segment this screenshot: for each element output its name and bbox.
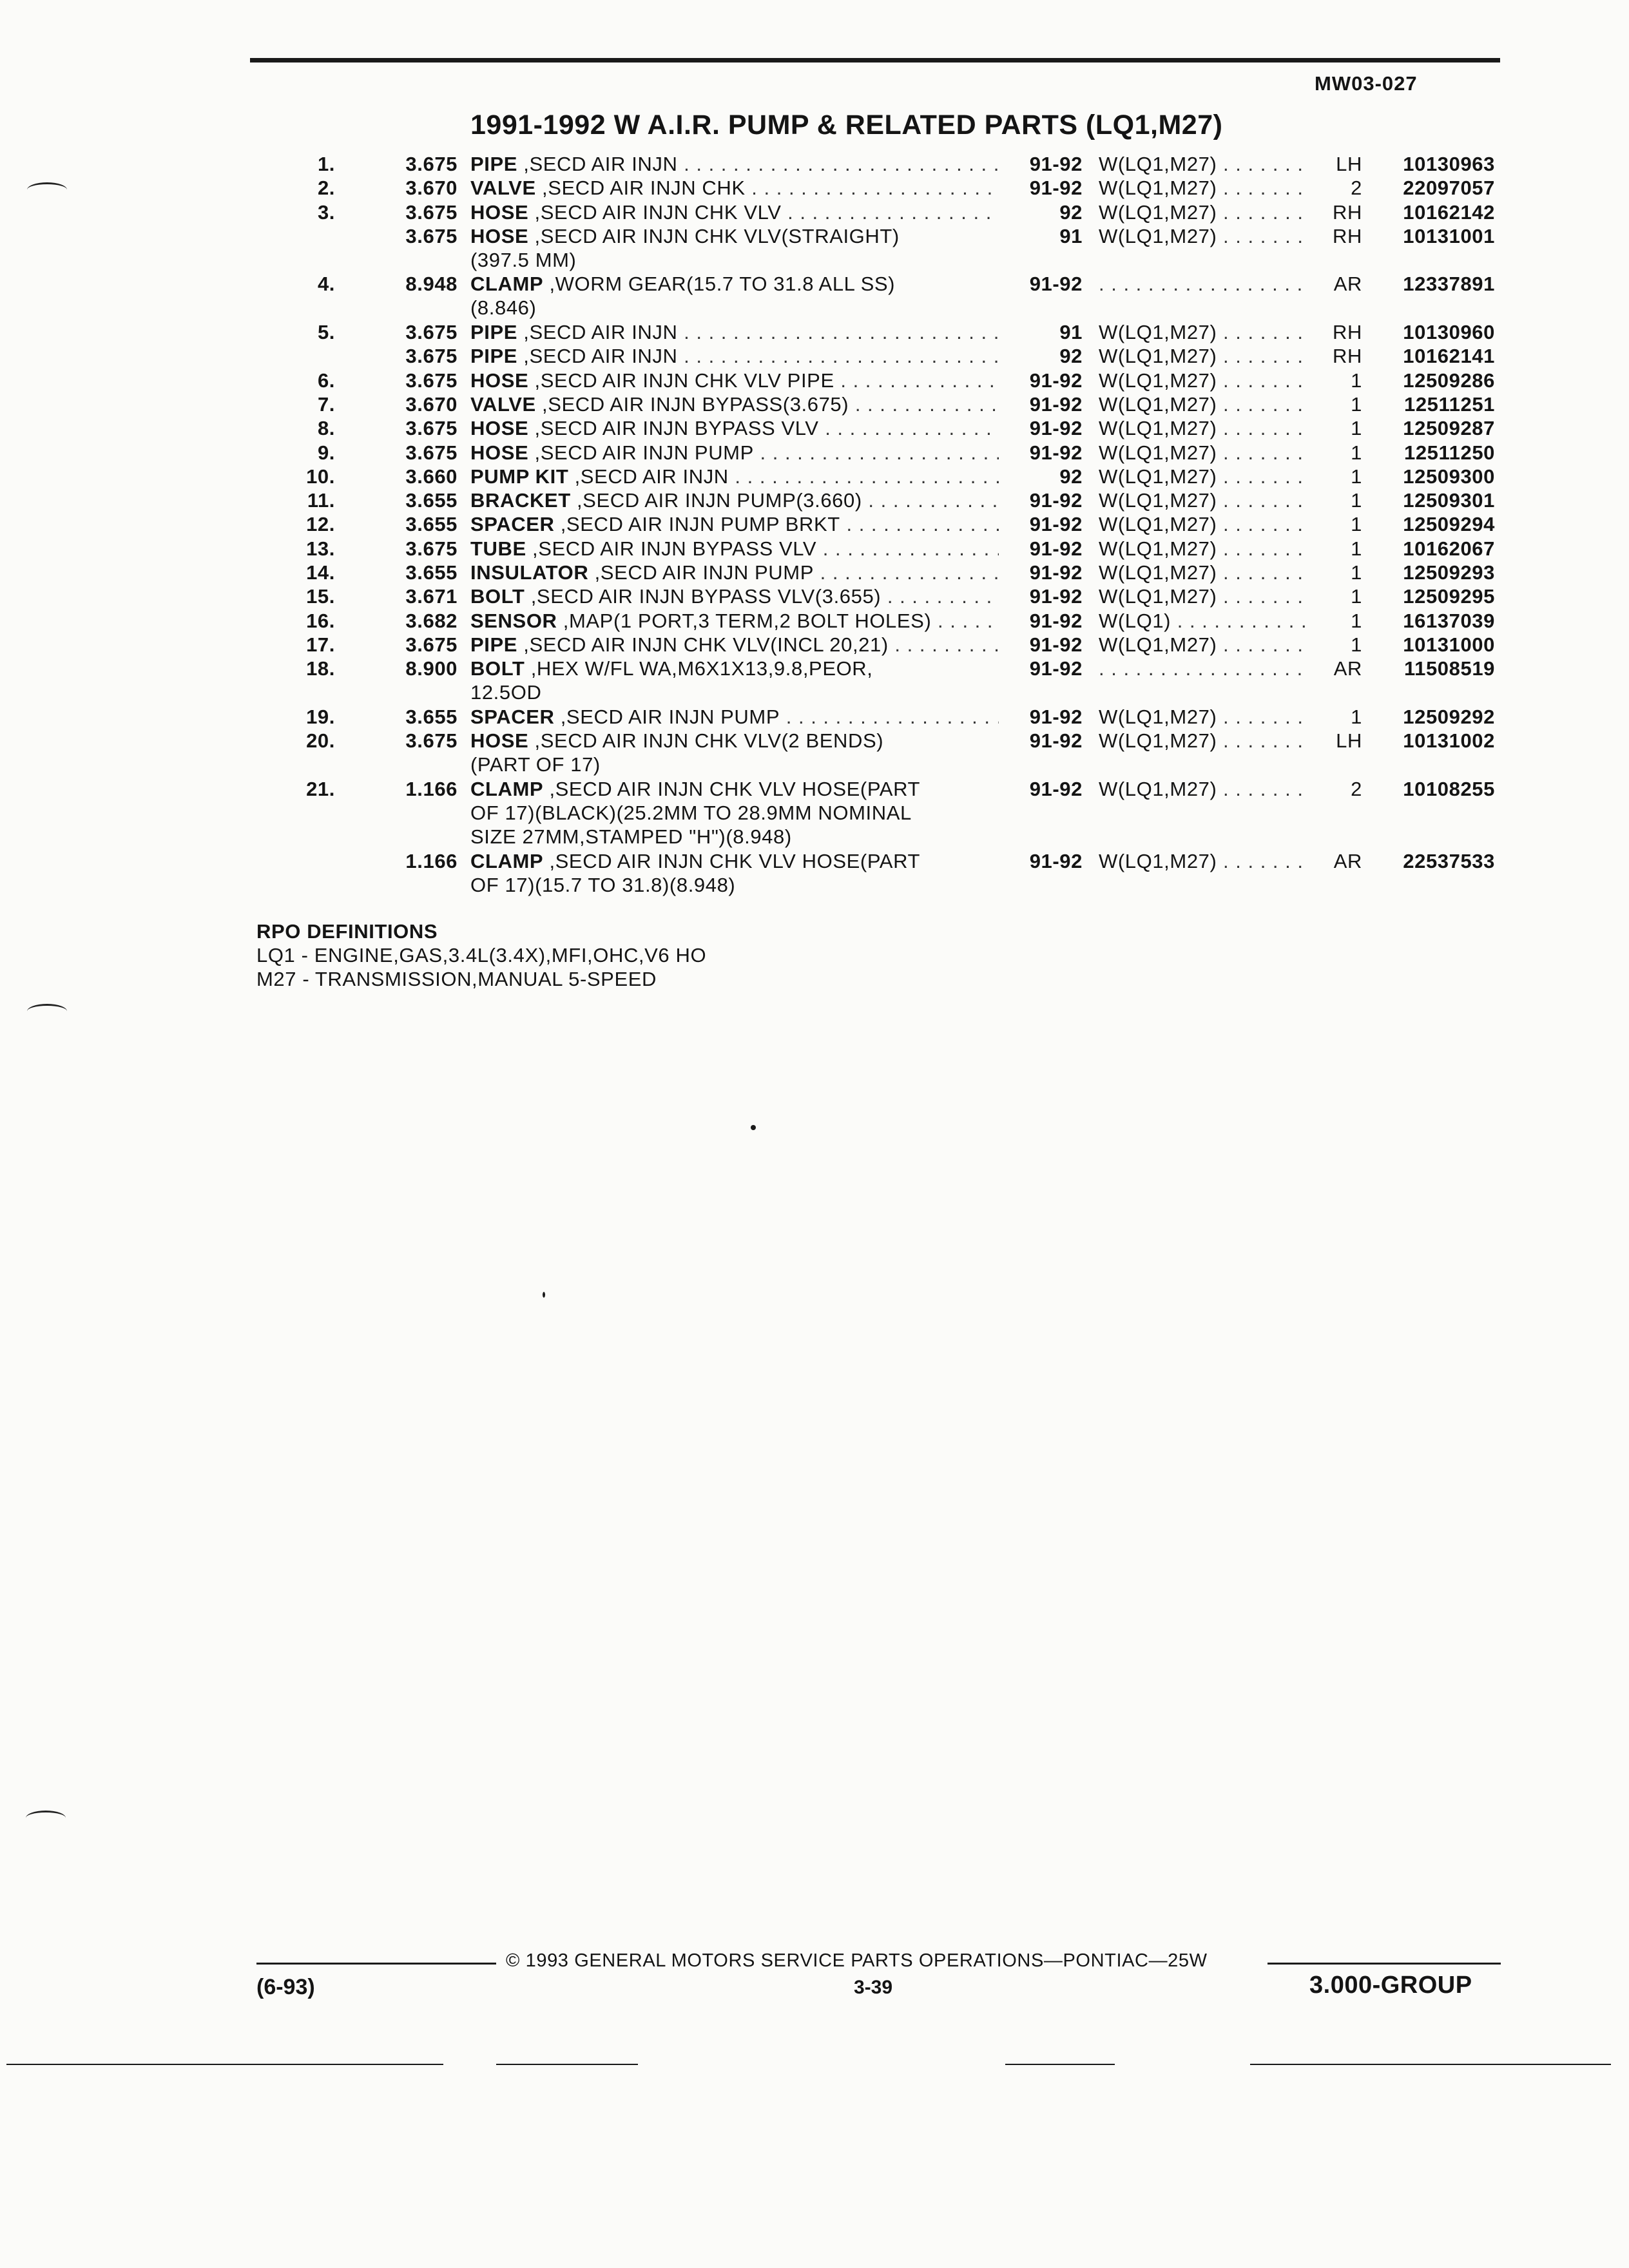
quantity: 1 [1351,537,1362,560]
part-row [0,344,1629,368]
application [1099,657,1308,680]
part-number: 12509292 [1403,705,1495,728]
description-continuation: 12.5OD [470,681,542,704]
item-number: 21. [306,777,335,800]
quantity: 2 [1351,177,1362,200]
group-number: 8.948 [405,273,458,296]
model-years: 91-92 [1029,777,1083,800]
model-years: 91-92 [1029,585,1083,608]
quantity: RH [1333,321,1362,344]
scan-line [1005,2064,1115,2065]
item-number: 14. [306,561,335,584]
description-line [470,176,999,200]
group-number: 3.675 [405,369,458,392]
part-noun: HOSE [470,369,529,392]
group-number: 3.670 [405,392,458,416]
part-noun: CLAMP [470,273,544,296]
part-noun: CLAMP [470,849,544,872]
part-noun: SPACER [470,513,555,536]
description-line [470,633,999,657]
group-number: 3.675 [405,345,458,368]
model-years: 91-92 [1029,513,1083,536]
description-continuation: (397.5 MM) [470,248,577,271]
item-number: 19. [306,705,335,728]
rpo-line-lq1: LQ1 - ENGINE,GAS,3.4L(3.4X),MFI,OHC,V6 HO [256,944,707,966]
part-number: 10131002 [1403,729,1495,753]
model-years: 92 [1059,345,1083,368]
model-years: 91-92 [1029,849,1083,872]
part-noun: PIPE [470,153,518,175]
item-number: 10. [306,465,335,488]
rpo-heading: RPO DEFINITIONS [256,920,438,943]
margin-mark [26,1811,66,1825]
part-modifier: ,SECD AIR INJN PUMP BRKT [560,513,840,536]
part-modifier: ,SECD AIR INJN PUMP [560,705,780,728]
part-number: 10162141 [1403,345,1495,368]
part-noun: TUBE [470,537,526,560]
model-years: 91-92 [1029,705,1083,728]
quantity: RH [1333,345,1362,368]
part-description [470,609,999,633]
model-years: 91-92 [1029,153,1083,175]
group-number: 3.655 [405,513,458,536]
part-modifier: ,SECD AIR INJN PUMP [594,561,814,584]
group-number: 3.655 [405,561,458,584]
description-line [470,416,999,440]
part-noun: INSULATOR [470,561,589,584]
description-line [470,512,999,536]
quantity: 1 [1351,633,1362,656]
quantity: 1 [1351,465,1362,488]
application: W(LQ1,M27) . . . [1099,729,1308,753]
part-row [0,657,1629,705]
description-line [470,705,999,729]
group-number: 1.166 [405,849,458,872]
quantity: AR [1333,657,1362,680]
description-line [470,441,999,465]
part-number: 12509293 [1403,561,1495,584]
item-number: 15. [306,585,335,608]
group-number: 8.900 [405,657,458,680]
top-rule [250,58,1500,62]
application: W(LQ1,M27) . . . [1099,369,1308,392]
part-noun: HOSE [470,417,529,440]
description-line [470,561,999,584]
quantity: LH [1336,729,1362,753]
group-number: 1.166 [405,777,458,800]
part-number: 11508519 [1403,657,1495,680]
part-modifier: ,SECD AIR INJN CHK VLV HOSE(PART [549,849,921,872]
part-modifier: ,SECD AIR INJN BYPASS VLV [534,417,819,440]
part-modifier: ,SECD AIR INJN CHK VLV PIPE [534,369,834,392]
quantity: 1 [1351,417,1362,440]
part-modifier: ,SECD AIR INJN BYPASS VLV(3.655) [530,585,882,608]
part-description [470,512,999,536]
part-row [0,152,1629,176]
description-line [470,392,999,416]
group-number: 3.675 [405,321,458,344]
quantity: AR [1333,273,1362,296]
part-description [470,465,999,488]
scan-speck [751,1125,756,1130]
part-number: 10130963 [1403,153,1495,175]
application: W(LQ1) . . . [1099,609,1308,633]
margin-mark [27,1004,67,1019]
group-number: 3.675 [405,537,458,560]
part-modifier: ,SECD AIR INJN [523,345,678,368]
scan-line [6,2064,443,2065]
quantity: 1 [1351,609,1362,632]
part-number: 10131000 [1403,633,1495,656]
description-line [470,657,999,680]
part-row [0,584,1629,608]
part-noun: SPACER [470,705,555,728]
part-row [0,416,1629,440]
application [1099,272,1308,296]
scan-speck [543,1292,545,1298]
part-description [470,176,999,200]
part-description [470,729,999,776]
application: W(LQ1,M27) . . . [1099,633,1308,657]
parts-list [0,152,1629,897]
group-number: 3.655 [405,705,458,728]
item-number: 7. [317,392,335,416]
part-modifier: ,SECD AIR INJN PUMP(3.660) [576,489,862,512]
model-years: 91-92 [1029,489,1083,512]
group-number: 3.675 [405,200,458,224]
scan-line [1250,2064,1611,2065]
part-noun: PIPE [470,345,518,368]
part-noun: HOSE [470,729,529,753]
part-row [0,441,1629,465]
part-row [0,537,1629,561]
rpo-definitions [256,919,706,991]
description-line [470,224,999,248]
part-modifier: ,SECD AIR INJN CHK VLV(INCL 20,21) [523,633,889,656]
application: W(LQ1,M27) . . . [1099,465,1308,488]
part-number: 10162142 [1403,200,1495,224]
group-number: 3.675 [405,417,458,440]
part-row [0,320,1629,344]
description-line [470,609,999,633]
part-number: 10130960 [1403,321,1495,344]
quantity: RH [1333,224,1362,247]
part-number: 10108255 [1403,777,1495,800]
description-line [470,152,999,176]
item-number: 5. [317,321,335,344]
part-description [470,537,999,561]
model-years: 91-92 [1029,633,1083,656]
part-row [0,465,1629,488]
application: W(LQ1,M27) . . . [1099,849,1308,873]
application: W(LQ1,M27) . . . [1099,152,1308,176]
part-description [470,369,999,392]
group-number: 3.675 [405,633,458,656]
part-row [0,488,1629,512]
part-description [470,633,999,657]
quantity: 1 [1351,561,1362,584]
description-continuation: (PART OF 17) [470,753,601,776]
part-modifier: ,HEX W/FL WA,M6X1X13,9.8,PEOR, [530,657,873,680]
quantity: AR [1333,849,1362,872]
part-row [0,176,1629,200]
page-title: 1991-1992 W A.I.R. PUMP & RELATED PARTS (LQ1,M27) [470,110,1223,140]
part-description [470,561,999,584]
part-number: 12337891 [1403,273,1495,296]
model-years: 91-92 [1029,417,1083,440]
group-number: 3.655 [405,489,458,512]
part-description [470,392,999,416]
description-line [470,344,999,368]
model-years: 91-92 [1029,273,1083,296]
part-number: 12511251 [1403,392,1495,416]
part-modifier: ,SECD AIR INJN CHK VLV [534,200,782,224]
footer-group-label: 3.000-GROUP [1309,1972,1472,1999]
quantity: RH [1333,200,1362,224]
part-modifier: ,SECD AIR INJN CHK VLV(2 BENDS) [534,729,884,753]
description-line [470,200,999,224]
part-description [470,849,999,897]
description-line [470,729,999,753]
item-number: 20. [306,729,335,753]
part-modifier: ,SECD AIR INJN CHK [541,177,746,200]
item-number: 17. [306,633,335,656]
part-modifier: ,SECD AIR INJN BYPASS(3.675) [541,392,849,416]
part-row [0,272,1629,320]
part-number: 12509300 [1403,465,1495,488]
margin-mark [27,182,67,197]
group-number: 3.670 [405,177,458,200]
part-description [470,272,999,320]
model-years: 91-92 [1029,441,1083,464]
group-number: 3.682 [405,609,458,632]
model-years: 91-92 [1029,392,1083,416]
rpo-line-m27: M27 - TRANSMISSION,MANUAL 5-SPEED [256,968,657,990]
part-modifier: ,SECD AIR INJN PUMP [534,441,754,464]
part-noun: HOSE [470,224,529,247]
part-description [470,320,999,344]
item-number: 11. [307,489,335,512]
footer-copyright: © 1993 GENERAL MOTORS SERVICE PARTS OPERATIONS—PONTIAC—25W [506,1950,1208,1971]
part-noun: BRACKET [470,489,571,512]
application: W(LQ1,M27) . . . [1099,488,1308,512]
part-description [470,777,999,849]
application: W(LQ1,M27) . . . [1099,705,1308,729]
quantity: LH [1336,153,1362,175]
group-number: 3.675 [405,153,458,175]
model-years: 91-92 [1029,657,1083,680]
part-number: 12509286 [1403,369,1495,392]
item-number: 8. [317,417,335,440]
part-modifier: ,SECD AIR INJN CHK VLV HOSE(PART [549,777,921,800]
part-row [0,392,1629,416]
part-row [0,512,1629,536]
quantity: 1 [1351,441,1362,464]
part-row [0,224,1629,273]
group-number: 3.675 [405,729,458,753]
part-modifier: ,SECD AIR INJN [574,465,729,488]
part-description [470,200,999,224]
description-line [470,537,999,561]
part-noun: HOSE [470,441,529,464]
model-years: 91-92 [1029,177,1083,200]
description-line [470,465,999,488]
part-description [470,344,999,368]
part-number: 12509301 [1403,489,1495,512]
application: W(LQ1,M27) . . . [1099,537,1308,561]
application: W(LQ1,M27) . . . [1099,777,1308,801]
part-description [470,705,999,729]
part-noun: VALVE [470,177,536,200]
group-number: 3.671 [405,585,458,608]
part-modifier: ,SECD AIR INJN [523,321,678,344]
part-row [0,729,1629,777]
description-line [470,272,999,296]
part-noun: BOLT [470,585,525,608]
item-number: 3. [317,200,335,224]
part-row [0,561,1629,584]
part-number: 10131001 [1403,224,1495,247]
part-noun: SENSOR [470,609,557,632]
description-continuation: (8.846) [470,296,537,320]
item-number: 4. [317,273,335,296]
part-noun: PIPE [470,633,518,656]
group-number: 3.675 [405,441,458,464]
part-description [470,488,999,512]
application: W(LQ1,M27) . . . [1099,561,1308,584]
part-noun: HOSE [470,200,529,224]
item-number: 13. [306,537,335,560]
description-line [470,488,999,512]
application: W(LQ1,M27) . . . [1099,344,1308,368]
model-years: 91-92 [1029,369,1083,392]
model-years: 92 [1059,200,1083,224]
part-row [0,369,1629,392]
model-years: 91-92 [1029,537,1083,560]
model-years: 91-92 [1029,729,1083,753]
quantity: 1 [1351,489,1362,512]
part-noun: CLAMP [470,777,544,800]
item-number: 12. [306,513,335,536]
footer-rule-left [256,1963,496,1965]
part-description [470,416,999,440]
part-modifier: ,SECD AIR INJN BYPASS VLV [532,537,817,560]
part-row [0,777,1629,849]
part-number: 12509295 [1403,585,1495,608]
part-modifier: ,SECD AIR INJN [523,153,678,175]
quantity: 1 [1351,705,1362,728]
item-number: 6. [317,369,335,392]
footer-rule-right [1268,1963,1501,1965]
item-number: 9. [317,441,335,464]
part-description [470,657,999,704]
item-number: 1. [317,153,335,175]
part-noun: PIPE [470,321,518,344]
application: W(LQ1,M27) . . . [1099,200,1308,224]
application: W(LQ1,M27) . . . [1099,441,1308,465]
application: W(LQ1,M27) . . . [1099,392,1308,416]
footer-date-code: (6-93) [256,1975,315,1999]
application: W(LQ1,M27) . . . [1099,176,1308,200]
part-number: 12509294 [1403,513,1495,536]
application: W(LQ1,M27) . . . [1099,512,1308,536]
application: W(LQ1,M27) . . . [1099,584,1308,608]
part-modifier: ,WORM GEAR(15.7 TO 31.8 ALL SS) [549,273,896,296]
application: W(LQ1,M27) . . . [1099,416,1308,440]
group-number: 3.660 [405,465,458,488]
part-number: 10162067 [1403,537,1495,560]
part-row [0,633,1629,657]
part-row [0,609,1629,633]
application: W(LQ1,M27) . . . [1099,224,1308,248]
model-years: 91-92 [1029,561,1083,584]
part-description [470,441,999,465]
description-continuation: OF 17)(15.7 TO 31.8)(8.948) [470,873,736,896]
part-number: 22537533 [1403,849,1495,872]
part-number: 16137039 [1403,609,1495,632]
model-years: 92 [1059,465,1083,488]
quantity: 1 [1351,513,1362,536]
application: W(LQ1,M27) . . . [1099,320,1308,344]
part-noun: VALVE [470,392,536,416]
scan-line [496,2064,638,2065]
description-line [470,320,999,344]
description-line [470,584,999,608]
part-number: 22097057 [1403,177,1495,200]
description-continuation: OF 17)(BLACK)(25.2MM TO 28.9MM NOMINAL [470,801,912,824]
part-number: 12509287 [1403,417,1495,440]
model-years: 91 [1059,321,1083,344]
description-line [470,849,999,873]
description-line [470,777,999,801]
part-noun: BOLT [470,657,525,680]
item-number: 18. [306,657,335,680]
item-number: 16. [306,609,335,632]
part-row [0,705,1629,729]
part-number: 12511250 [1403,441,1495,464]
quantity: 2 [1351,777,1362,800]
part-noun: PUMP KIT [470,465,569,488]
description-continuation: SIZE 27MM,STAMPED "H")(8.948) [470,825,792,848]
description-line [470,369,999,392]
part-description [470,152,999,176]
item-number: 2. [317,177,335,200]
part-row [0,200,1629,224]
group-number: 3.675 [405,224,458,247]
part-description [470,224,999,272]
page-id: MW03-027 [1315,72,1418,95]
quantity: 1 [1351,585,1362,608]
model-years: 91 [1059,224,1083,247]
part-modifier: ,SECD AIR INJN CHK VLV(STRAIGHT) [534,224,900,247]
part-description [470,584,999,608]
part-row [0,849,1629,898]
quantity: 1 [1351,369,1362,392]
quantity: 1 [1351,392,1362,416]
footer-page-number: 3-39 [854,1977,893,1998]
part-modifier: ,MAP(1 PORT,3 TERM,2 BOLT HOLES) [563,609,932,632]
model-years: 91-92 [1029,609,1083,632]
